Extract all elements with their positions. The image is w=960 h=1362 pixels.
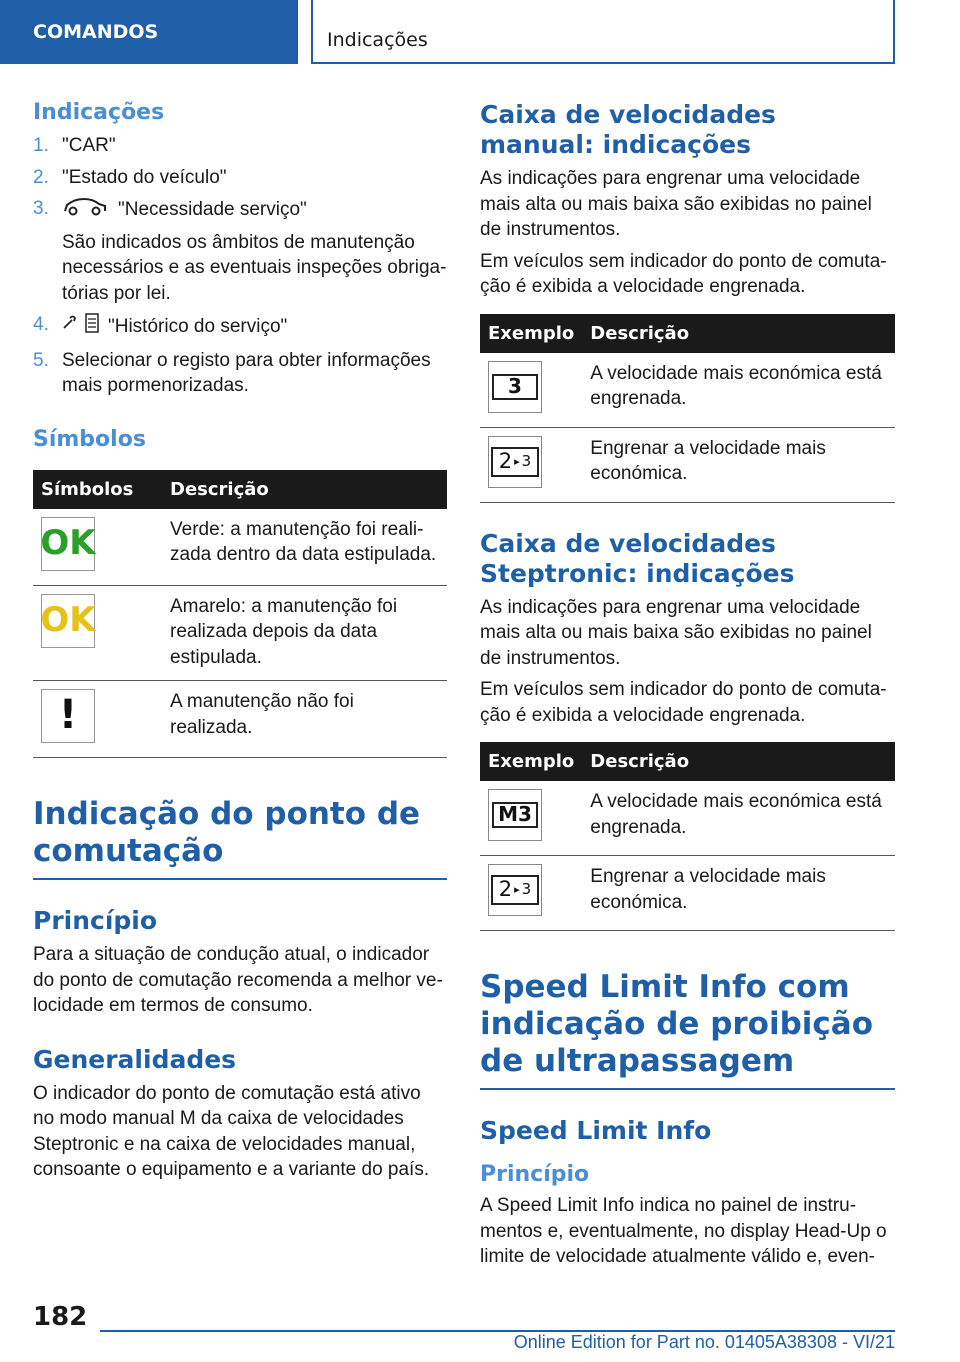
step-text: "CAR" <box>62 135 116 156</box>
table-row <box>480 856 895 931</box>
arrow-right-icon: ▸ <box>514 883 520 897</box>
list-item <box>33 312 447 342</box>
paragraph-principio: Para a situação de condução atual, o indicador do ponto de comutação recomenda a melhor velocidade em termos de consumo. <box>33 944 443 1016</box>
list-item <box>33 348 447 399</box>
list-item <box>33 165 447 191</box>
step-number: 3. <box>33 198 49 219</box>
page-number: 182 <box>33 1302 88 1332</box>
gear-number: 3 <box>492 374 538 400</box>
step-text: Selecionar o registo para obter informações mais pormenorizadas. <box>62 349 431 396</box>
ok-green-icon: OK <box>41 517 95 571</box>
table-header-description: Descrição <box>582 742 895 781</box>
ok-yellow-icon: OK <box>41 594 95 648</box>
paragraph-speed-principio: A Speed Limit Info indica no painel de instrumentos e, eventualmente, no display Head-Up o limite de velocidade atualmente válido e, even- <box>480 1195 887 1267</box>
section-title-simbolos: Símbolos <box>33 426 146 452</box>
header-section: COMANDOS <box>0 0 298 64</box>
manual-gear-table <box>480 314 895 503</box>
paragraph-manual-1: As indicações para engrenar uma velocidade mais alta ou mais baixa são exibidas no painel de instrumentos. <box>480 168 872 240</box>
list-item <box>33 133 447 159</box>
step-number: 1. <box>33 135 49 156</box>
table-row <box>480 781 895 856</box>
section-title-manual: Caixa de velocidades manual: indicações <box>480 100 776 159</box>
step-number: 2. <box>33 166 49 188</box>
chapter-title-speed-limit: Speed Limit Info com indicação de proibição de ultrapassagem <box>480 969 895 1090</box>
gear-indicator-icon <box>488 361 542 413</box>
gear-to: 3 <box>521 880 532 899</box>
subsection-title-speed-limit: Speed Limit Info <box>480 1116 712 1145</box>
step-number: 5. <box>33 349 49 371</box>
arrow-right-icon: ▸ <box>514 454 520 468</box>
gear-from: 2 <box>498 448 513 473</box>
table-cell-description: Amarelo: a manutenção foi realizada depois da data estipulada. <box>162 585 447 681</box>
table-header-row <box>33 470 447 509</box>
table-cell-description: Engrenar a velocidade mais económica. <box>582 856 895 931</box>
paragraph-steptronic-2: Em veículos sem indicador do ponto de comutação é exibida a velocidade engrenada. <box>480 679 887 726</box>
list-item <box>33 196 447 306</box>
section-title-steptronic: Caixa de velocidades Steptronic: indicações <box>480 528 795 588</box>
table-row <box>480 353 895 428</box>
paragraph-generalidades: O indicador do ponto de comutação está ativo no modo manual M da caixa de velocidades Steptronic e na caixa de velocidades manual, consoante o equipamento e a variante do país. <box>33 1082 430 1180</box>
chapter-title-ponto: Indicação do ponto de comutação <box>33 796 447 880</box>
step-subtext: São indicados os âmbitos de manutenção necessários e as eventuais inspeções obrigatórias por lei. <box>62 231 447 304</box>
gear-shift-icon <box>488 864 542 916</box>
table-row <box>33 585 447 681</box>
steptronic-gear-table <box>480 742 895 931</box>
step-text: "Histórico do serviço" <box>108 315 288 337</box>
table-row <box>33 509 447 586</box>
table-cell-description: A velocidade mais económica está engrenada. <box>582 353 895 428</box>
table-header-description: Descrição <box>162 470 447 509</box>
step-text: "Estado do veículo" <box>62 166 227 188</box>
paragraph-steptronic-1: As indicações para engrenar uma velocidade mais alta ou mais baixa são exibidas no painel de instrumentos. <box>480 596 872 669</box>
steps-list <box>33 133 447 399</box>
gear-indicator-icon <box>488 789 542 841</box>
left-column <box>33 100 447 1183</box>
gear-shift-icon <box>488 436 542 488</box>
table-header-symbols: Símbolos <box>33 470 162 509</box>
subsection-title-principio: Princípio <box>33 906 158 935</box>
table-row <box>480 427 895 502</box>
header-title: Indicações <box>311 0 895 64</box>
table-header-row <box>480 742 895 781</box>
service-history-icon <box>62 312 100 342</box>
gear-number: M3 <box>492 802 538 828</box>
table-row <box>33 681 447 758</box>
table-header-example: Exemplo <box>480 314 582 353</box>
table-header-row <box>480 314 895 353</box>
subsection-title-principio: Princípio <box>480 1162 590 1187</box>
gear-from: 2 <box>498 877 513 902</box>
paragraph-manual-2: Em veículos sem indicador do ponto de comutação é exibida a velocidade engrenada. <box>480 250 887 297</box>
subsection-title-generalidades: Generalidades <box>33 1044 237 1074</box>
step-text: "Necessidade serviço" <box>118 198 307 220</box>
car-icon <box>62 196 108 224</box>
table-cell-description: Engrenar a velocidade mais económica. <box>582 427 895 502</box>
symbols-table <box>33 470 447 759</box>
table-cell-description: A velocidade mais económica está engrenada. <box>582 781 895 856</box>
right-column <box>480 100 895 1270</box>
gear-to: 3 <box>521 451 532 470</box>
table-header-description: Descrição <box>582 314 895 353</box>
footer-edition: Online Edition for Part no. 01405A38308 - VI/21 <box>513 1332 895 1352</box>
exclamation-icon: ! <box>41 689 95 743</box>
table-cell-description: Verde: a manutenção foi realizada dentro da data estipulada. <box>162 509 447 586</box>
section-title-indicacoes: Indicações <box>33 100 165 125</box>
table-header-example: Exemplo <box>480 742 582 781</box>
table-cell-description: A manutenção não foi realizada. <box>162 681 447 758</box>
step-number: 4. <box>33 314 49 335</box>
